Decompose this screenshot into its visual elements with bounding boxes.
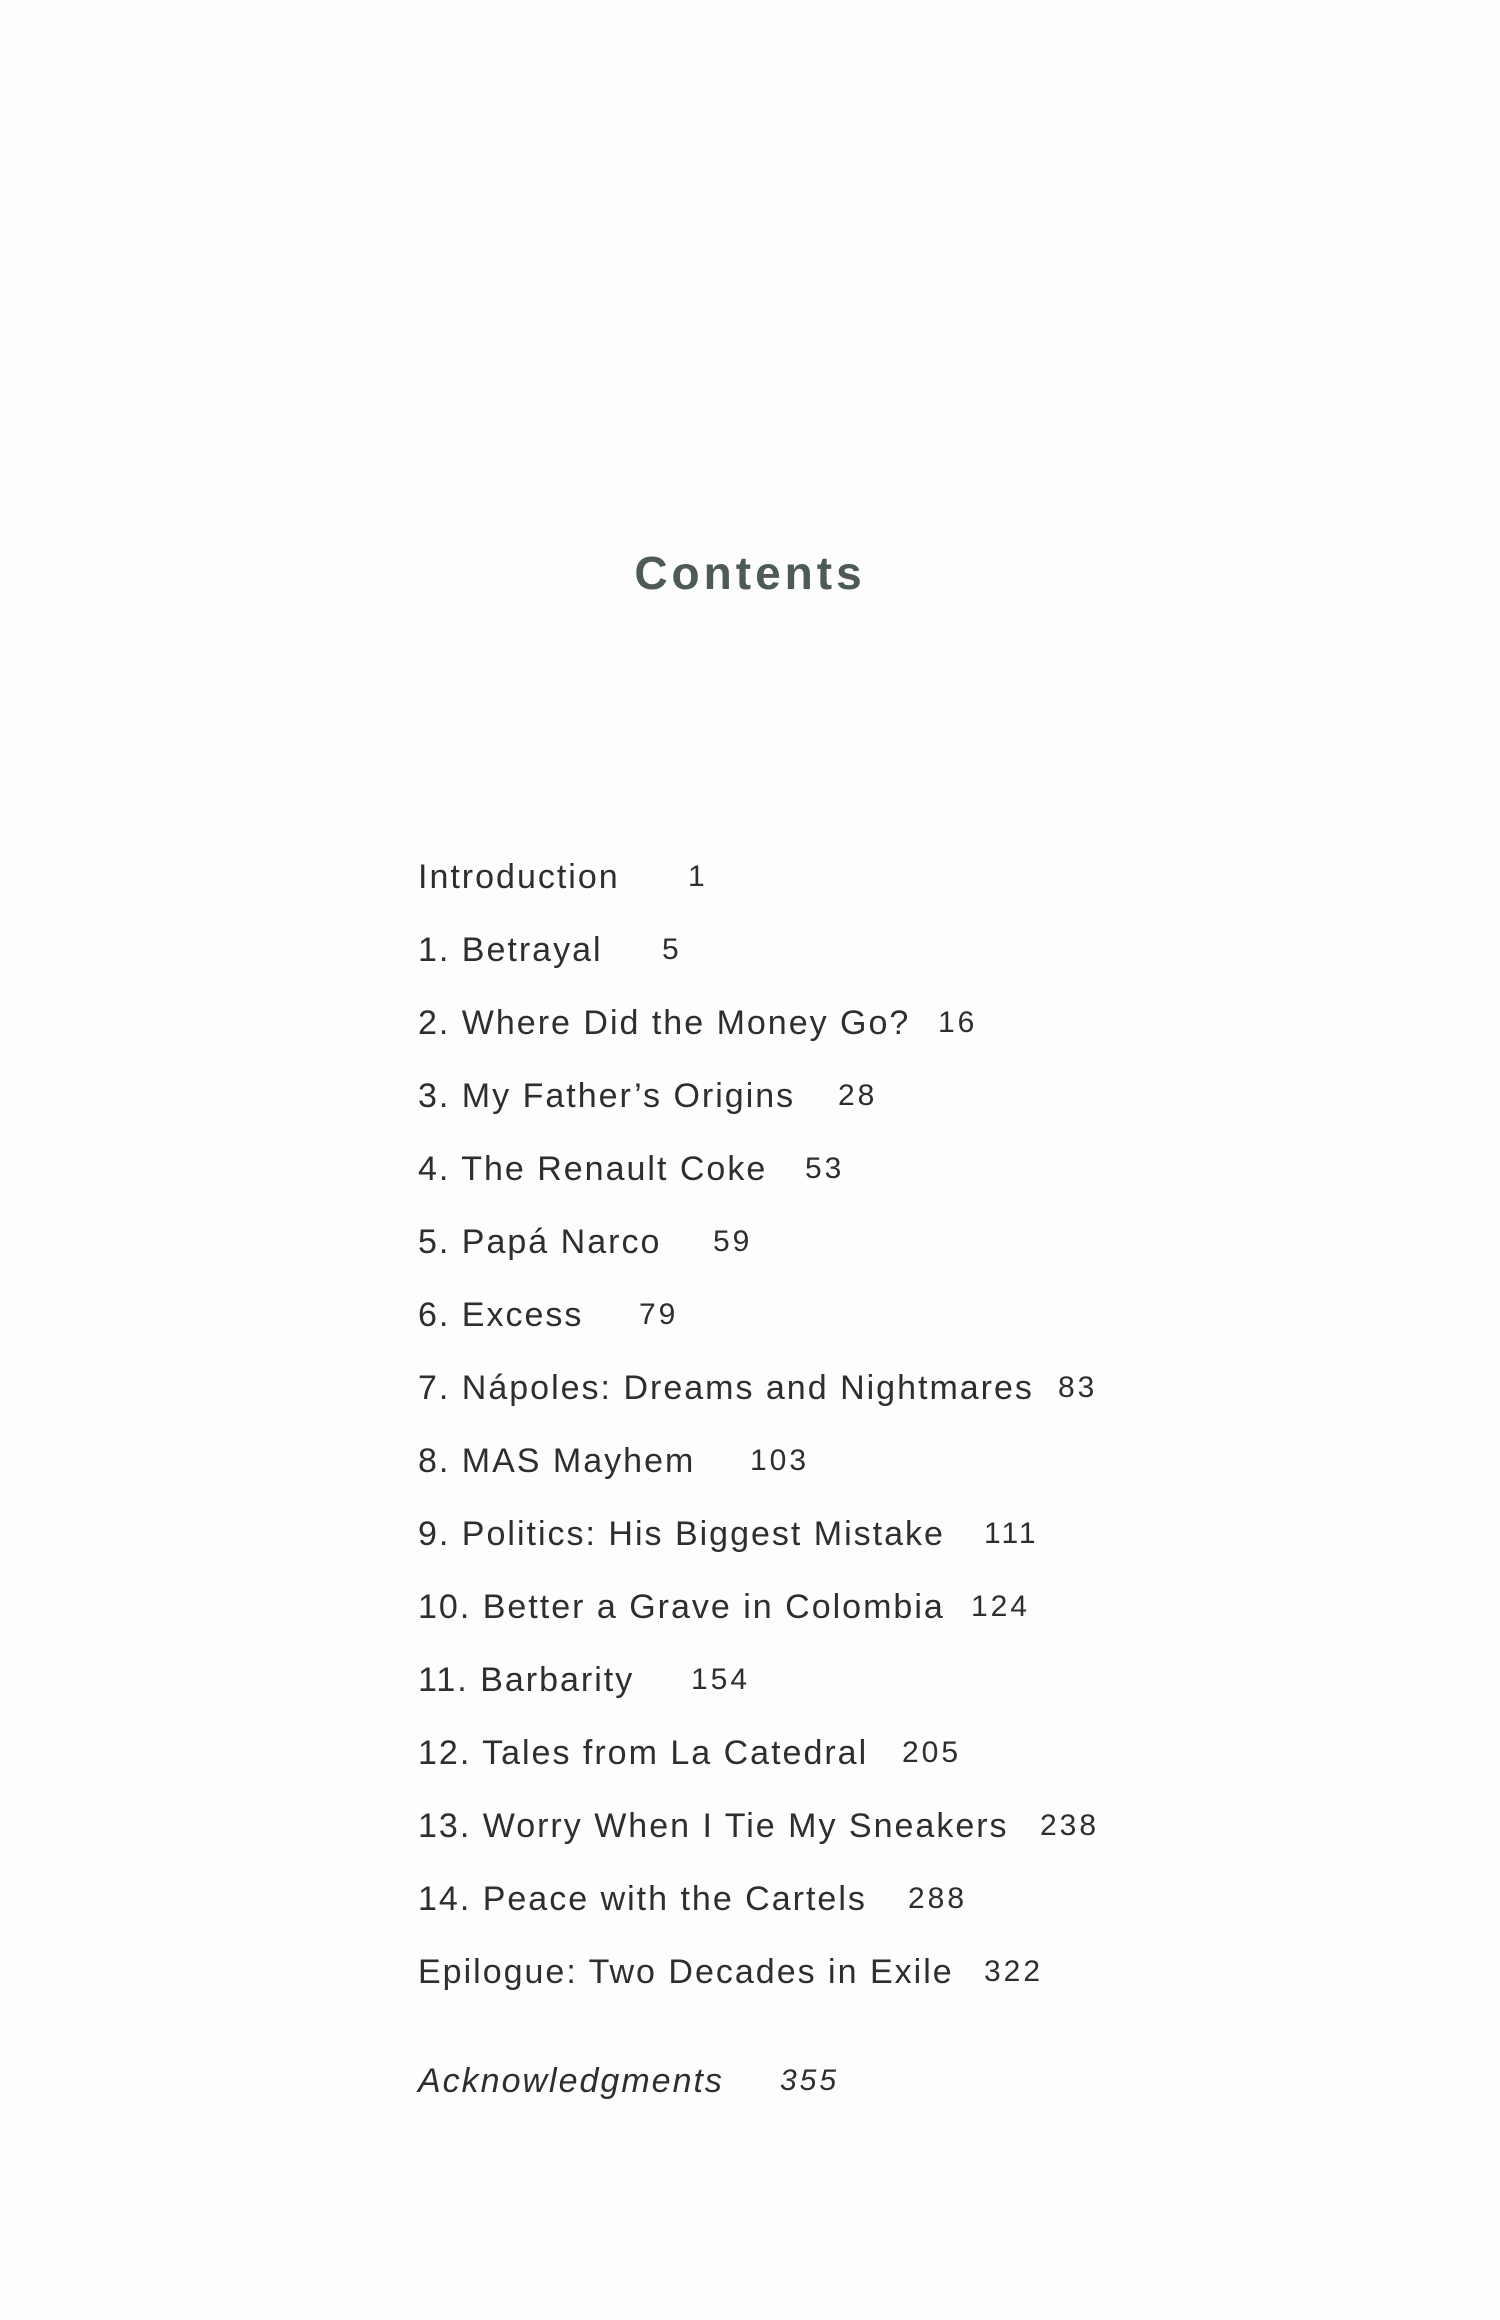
toc-entry-chapter-13: [418, 1801, 1100, 1851]
toc-entry-page: 355: [780, 2064, 840, 2097]
toc-entry-title: 1. Betrayal: [418, 931, 603, 969]
toc-entry-title: Epilogue: Two Decades in Exile: [418, 1953, 954, 1991]
toc-entry-acknowledgments: [418, 2056, 840, 2106]
toc-entry-chapter-6: [418, 1290, 679, 1340]
toc-entry-page: 238: [1040, 1809, 1100, 1842]
toc-entry-title: Acknowledgments: [418, 2062, 724, 2100]
toc-entry-page: 124: [971, 1590, 1031, 1623]
toc-entry-title: 6. Excess: [418, 1296, 584, 1334]
toc-entry-title: 9. Politics: His Biggest Mistake: [418, 1515, 945, 1553]
toc-entry-page: 53: [805, 1152, 845, 1185]
toc-entry-page: 154: [691, 1663, 751, 1696]
toc-entry-title: Introduction: [418, 858, 620, 896]
toc-entry-title: 11. Barbarity: [418, 1661, 635, 1699]
toc-entry-page: 83: [1058, 1371, 1098, 1404]
toc-entry-chapter-3: [418, 1071, 878, 1121]
toc-entry-page: 1: [688, 860, 708, 893]
toc-entry-chapter-10: [418, 1582, 1031, 1632]
toc-entry-page: 288: [908, 1882, 968, 1915]
toc-entry-title: 2. Where Did the Money Go?: [418, 1004, 911, 1042]
toc-entry-chapter-8: [418, 1436, 810, 1486]
toc-entry-chapter-5: [418, 1217, 753, 1267]
toc-entry-page: 103: [750, 1444, 810, 1477]
toc-entry-title: 12. Tales from La Catedral: [418, 1734, 869, 1772]
toc-entry-chapter-9: [418, 1509, 1039, 1559]
toc-entry-title: 7. Nápoles: Dreams and Nightmares: [418, 1369, 1034, 1407]
toc-entry-page: 111: [984, 1517, 1039, 1550]
toc-entry-page: 16: [938, 1006, 978, 1039]
toc-entry-introduction: [418, 852, 708, 902]
toc-entry-title: 4. The Renault Coke: [418, 1150, 768, 1188]
toc-entry-chapter-7: [418, 1363, 1098, 1413]
toc-entry-title: 10. Better a Grave in Colombia: [418, 1588, 945, 1626]
toc-entry-title: 8. MAS Mayhem: [418, 1442, 696, 1480]
toc-entry-title: 14. Peace with the Cartels: [418, 1880, 867, 1918]
toc-entry-page: 205: [902, 1736, 962, 1769]
toc-entry-chapter-14: [418, 1874, 968, 1924]
toc-entry-chapter-1: [418, 925, 682, 975]
toc-entry-epilogue: [418, 1947, 1044, 1997]
toc-entry-chapter-2: [418, 998, 978, 1048]
toc-entry-title: 5. Papá Narco: [418, 1223, 662, 1261]
toc-entry-chapter-4: [418, 1144, 845, 1194]
toc-entry-page: 79: [639, 1298, 679, 1331]
toc-entry-chapter-11: [418, 1655, 751, 1705]
page-title: Contents: [634, 547, 866, 599]
toc-entry-page: 28: [838, 1079, 878, 1112]
toc-entry-page: 59: [713, 1225, 753, 1258]
toc-entry-chapter-12: [418, 1728, 962, 1778]
toc-entry-page: 322: [984, 1955, 1044, 1988]
toc-entry-title: 3. My Father’s Origins: [418, 1077, 796, 1115]
toc-entry-title: 13. Worry When I Tie My Sneakers: [418, 1807, 1009, 1845]
toc-entry-page: 5: [662, 933, 682, 966]
